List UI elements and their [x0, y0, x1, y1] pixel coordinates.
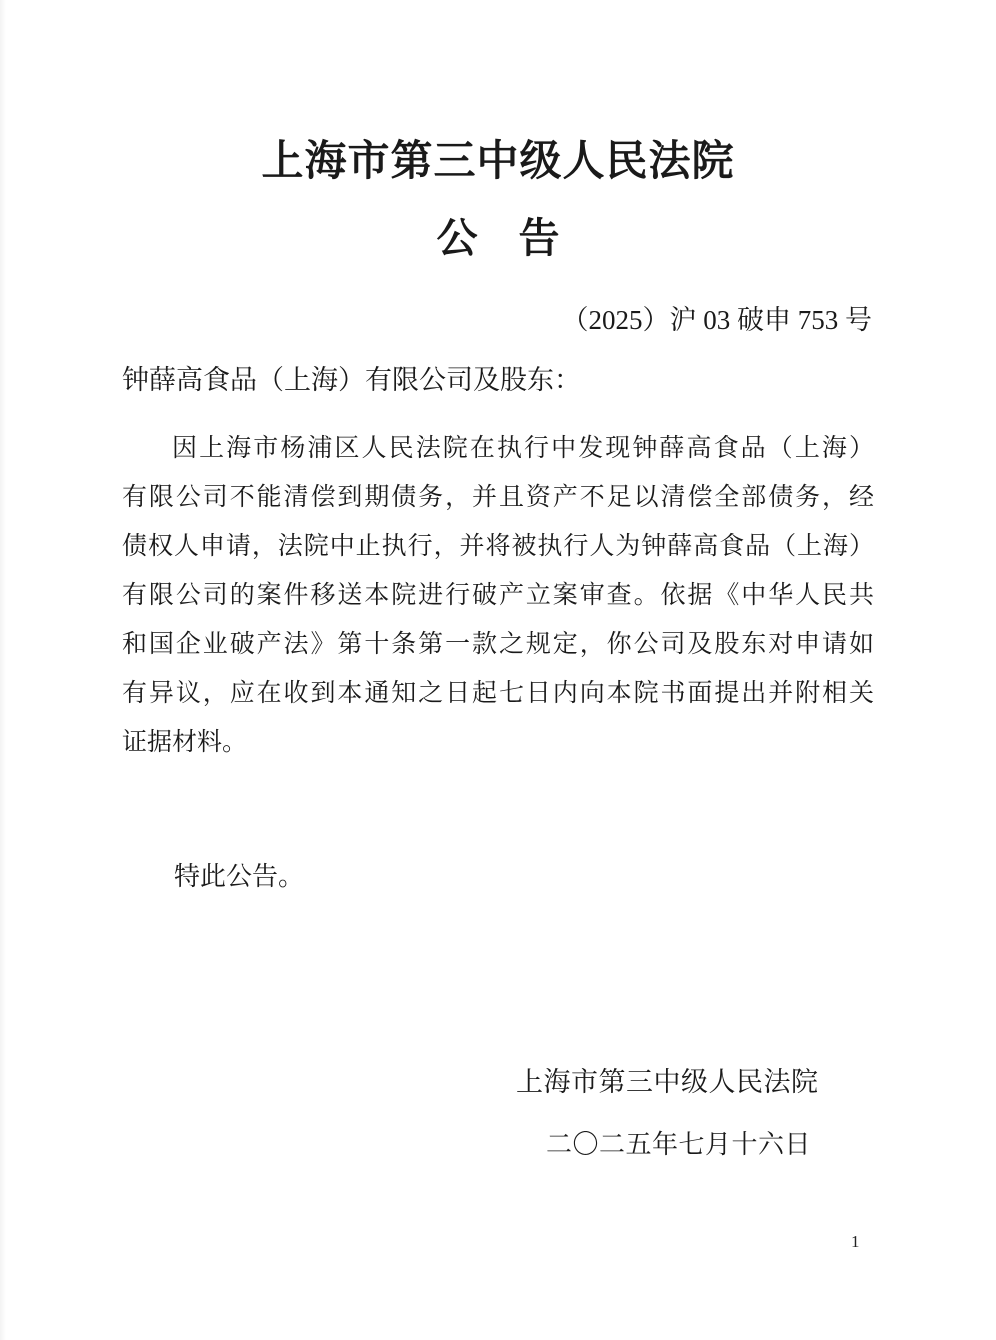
body-line: 有限公司不能清偿到期债务，并且资产不足以清偿全部债务，经 — [122, 484, 874, 511]
body-line: 有异议，应在收到本通知之日起七日内向本院书面提出并附相关 — [122, 680, 874, 707]
signature-court-name: 上海市第三中级人民法院 — [516, 1067, 819, 1097]
court-name-title: 上海市第三中级人民法院 — [261, 139, 735, 185]
body-paragraph — [122, 424, 874, 767]
body-line: 证据材料。 — [122, 729, 248, 756]
page-number: 1 — [851, 1232, 860, 1251]
body-line: 有限公司的案件移送本院进行破产立案审查。依据《中华人民共 — [122, 582, 874, 609]
announcement-title: 公 告 — [436, 215, 560, 261]
body-line: 和国企业破产法》第十条第一款之规定，你公司及股东对申请如 — [122, 631, 874, 658]
case-number: （2025）沪 03 破申 753 号 — [561, 305, 872, 335]
closing-line: 特此公告。 — [174, 862, 305, 891]
addressee-line: 钟薛高食品（上海）有限公司及股东： — [122, 365, 581, 395]
body-line: 债权人申请，法院中止执行，并将被执行人为钟薛高食品（上海） — [122, 533, 874, 560]
body-line: 因上海市杨浦区人民法院在执行中发现钟薛高食品（上海） — [172, 435, 874, 462]
signature-date: 二〇二五年七月十六日 — [546, 1130, 812, 1159]
